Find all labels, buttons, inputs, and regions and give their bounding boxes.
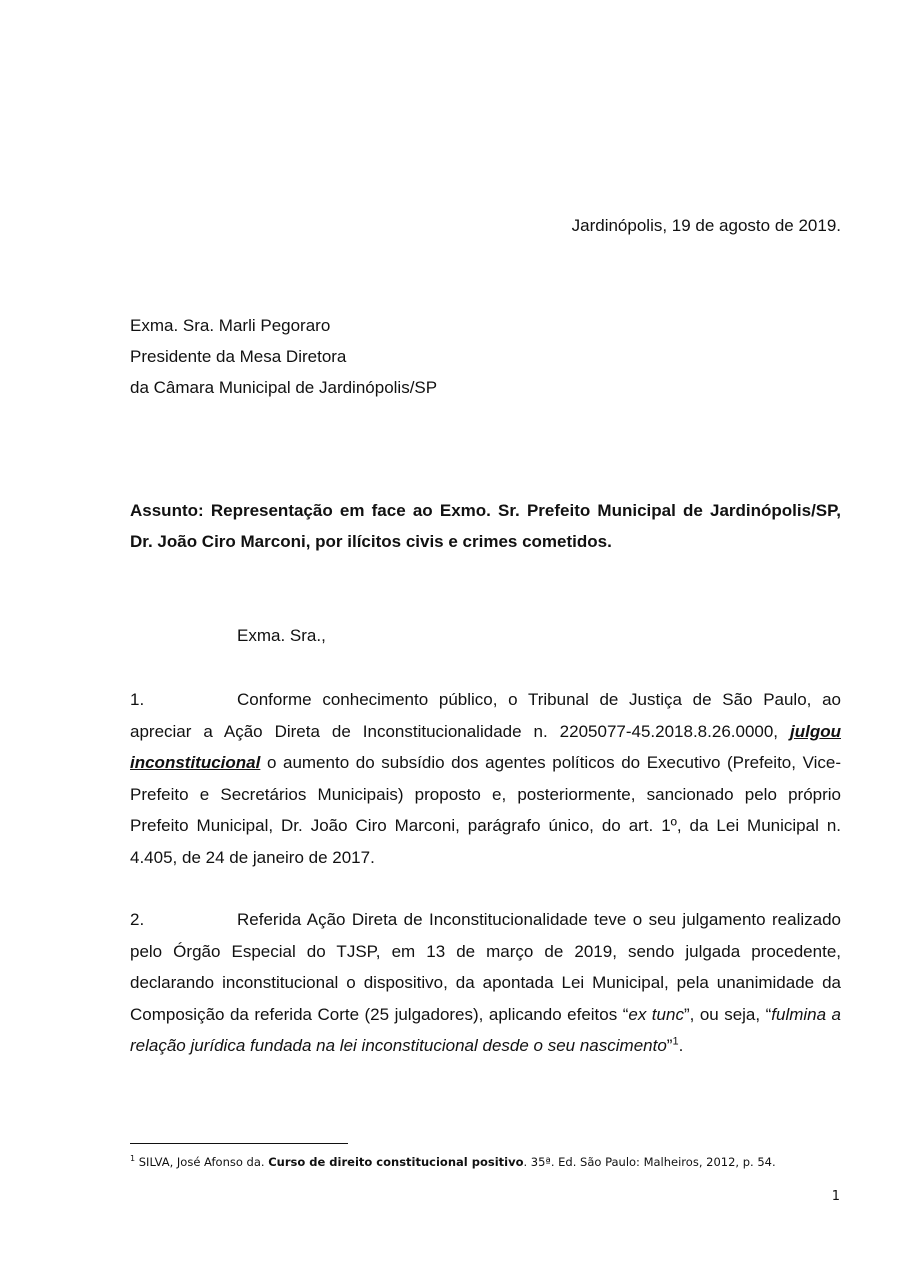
page-number: 1	[831, 1189, 840, 1204]
salutation: Exma. Sra.,	[237, 626, 326, 645]
paragraph-text: Conforme conhecimento público, o Tribunal de Justiça de São Paulo, ao apreciar a Ação Direta de Inconstitucionalidade n. 2205077-45.2018.8.26.0000,	[130, 690, 841, 741]
footnote-separator	[130, 1143, 348, 1144]
paragraph-text: ”	[666, 1036, 673, 1056]
italic-quote: fulmina a relação jurídica fundada na lei inconstitucional desde o seu nascimento	[130, 1004, 842, 1056]
date-line: Jardinópolis, 19 de agosto de 2019.	[571, 216, 841, 235]
paragraph-text: .	[678, 1036, 684, 1056]
paragraph-1	[130, 684, 841, 874]
paragraph-number: 1.	[130, 690, 145, 709]
subject-line: Assunto: Representação em face ao Exmo. Sr. Prefeito Municipal de Jardinópolis/SP, Dr. João Ciro Marconi, por ilícitos civis e crimes cometidos.	[130, 501, 841, 551]
footnote-title: Curso de direito constitucional positivo	[268, 1155, 524, 1169]
paragraph-text: o aumento do subsídio dos agentes políticos do Executivo (Prefeito, Vice-Prefeito e Secretários Municipais) proposto e, posteriormente, sancionado pelo próprio Prefeito Municipal, Dr. João Ciro Marconi, parágrafo único, do art. 1º, da Lei Municipal n. 4.405, de 24 de janeiro de 2017.	[130, 753, 841, 867]
footnote-reference: 1	[672, 1035, 679, 1048]
italic-term: ex tunc	[628, 1004, 684, 1024]
addressee-block	[130, 310, 841, 403]
emphasis-text: julgou inconstitucional	[130, 721, 841, 773]
addressee-title: Presidente da Mesa Diretora	[130, 347, 347, 366]
addressee-institution: da Câmara Municipal de Jardinópolis/SP	[130, 378, 438, 397]
paragraph-text: Referida Ação Direta de Inconstitucionalidade teve o seu julgamento realizado pelo Órgão Especial do TJSP, em 13 de março de 2019, sendo julgada procedente, declarando inconstitucional o dispositivo, da apontada Lei Municipal, pela unanimidade da Composição da referida Corte (25 julgadores), aplicando efeitos “	[130, 910, 841, 1024]
paragraph-2	[130, 904, 841, 1062]
paragraph-text: ”, ou seja, “	[683, 1004, 772, 1024]
footnote-marker: 1	[130, 1154, 136, 1164]
footnote-details: . 35ª. Ed. São Paulo: Malheiros, 2012, p. 54.	[523, 1155, 776, 1169]
addressee-name: Exma. Sra. Marli Pegoraro	[130, 316, 331, 335]
footnote-author: SILVA, José Afonso da.	[135, 1155, 269, 1169]
footnote	[130, 1154, 841, 1170]
paragraph-number: 2.	[130, 910, 145, 929]
